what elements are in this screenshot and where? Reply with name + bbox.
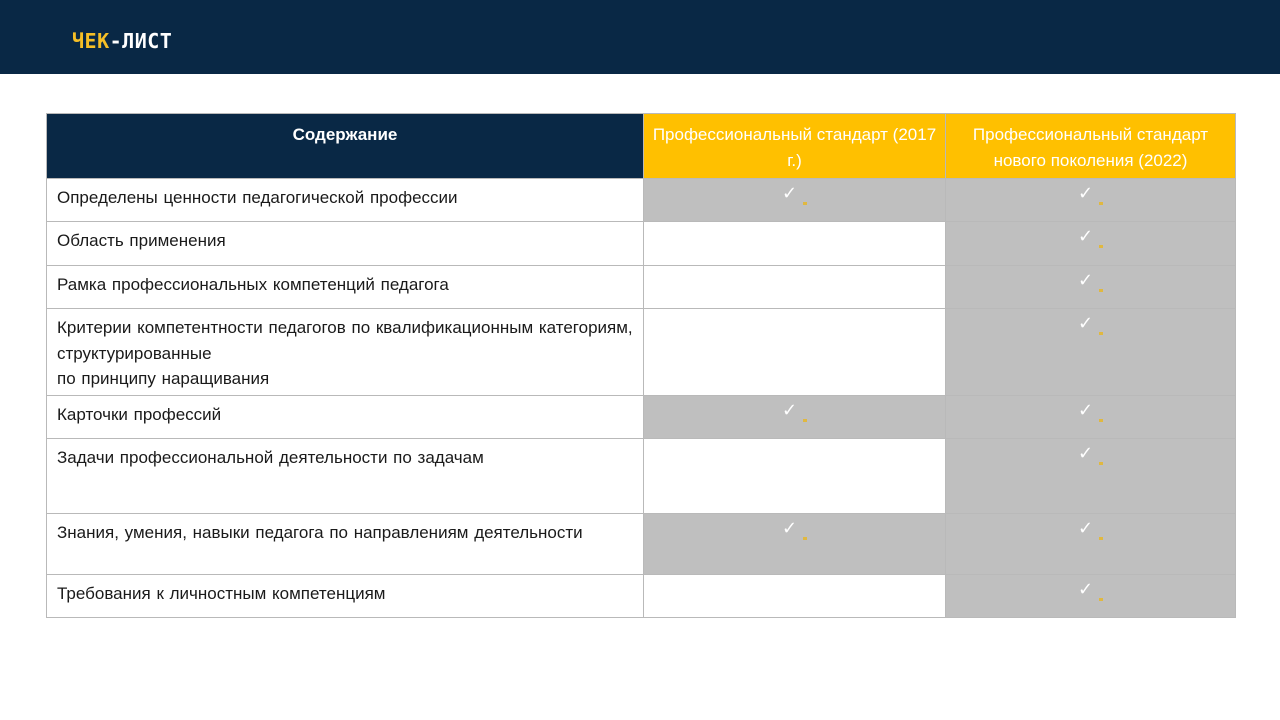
cell-2022 [946,266,1236,309]
table-row [47,439,1236,514]
table-row [47,222,1236,266]
cell-2022 [946,222,1236,266]
page-title [72,29,172,53]
checkmark-icon: ✓ [781,518,798,539]
cell-2017 [644,575,946,618]
checkmark-icon: ✓ [1077,443,1094,464]
table-header-row [47,114,1236,179]
checkmark-icon: ✓ [1077,518,1094,539]
checkmark-icon: ✓ [1077,183,1094,204]
row-content: Определены ценности педагогической профессии [47,179,644,222]
checkmark-accent-mark [1099,202,1103,205]
table-row [47,575,1236,618]
cell-2017 [644,179,946,222]
row-content: Область применения [47,222,644,266]
table-row [47,309,1236,396]
row-content: Задачи профессиональной деятельности по задачам [47,439,644,514]
checkmark-icon: ✓ [1077,226,1094,247]
row-content: Рамка профессиональных компетенций педагога [47,266,644,309]
cell-2022 [946,309,1236,396]
title-part-list: -ЛИСТ [109,29,173,53]
row-content: Критерии компетентности педагогов по квалификационным категориям, структурированные по принципу наращивания [47,309,644,396]
checkmark-accent-mark [803,419,807,422]
checkmark-icon: ✓ [1077,400,1094,421]
checkmark-icon: ✓ [1077,579,1094,600]
cell-2017 [644,514,946,575]
checkmark-icon: ✓ [1077,270,1094,291]
row-content: Карточки профессий [47,396,644,439]
table-row [47,396,1236,439]
cell-2017 [644,396,946,439]
table-row [47,266,1236,309]
header-bar [0,0,1280,74]
checkmark-accent-mark [1099,419,1103,422]
cell-2022 [946,575,1236,618]
row-content: Требования к личностным компетенциям [47,575,644,618]
table-row [47,514,1236,575]
column-header-standard-2017: Профессиональный стандарт (2017 г.) [644,114,946,179]
cell-2022 [946,179,1236,222]
cell-2017 [644,266,946,309]
column-header-standard-2022: Профессиональный стандарт нового поколения (2022) [946,114,1236,179]
checkmark-accent-mark [1099,289,1103,292]
checkmark-accent-mark [803,202,807,205]
checkmark-accent-mark [1099,332,1103,335]
checkmark-icon: ✓ [781,183,798,204]
cell-2017 [644,309,946,396]
row-content: Знания, умения, навыки педагога по направлениям деятельности [47,514,644,575]
checkmark-accent-mark [1099,537,1103,540]
cell-2017 [644,439,946,514]
checkmark-accent-mark [1099,245,1103,248]
checkmark-icon: ✓ [1077,313,1094,334]
cell-2022 [946,514,1236,575]
checkmark-accent-mark [803,537,807,540]
column-header-content: Содержание [47,114,644,179]
table-row [47,179,1236,222]
title-part-check: ЧЕК [72,29,110,53]
checkmark-icon: ✓ [781,400,798,421]
checklist-table [46,113,1236,618]
checkmark-accent-mark [1099,462,1103,465]
cell-2022 [946,396,1236,439]
cell-2017 [644,222,946,266]
cell-2022 [946,439,1236,514]
checkmark-accent-mark [1099,598,1103,601]
